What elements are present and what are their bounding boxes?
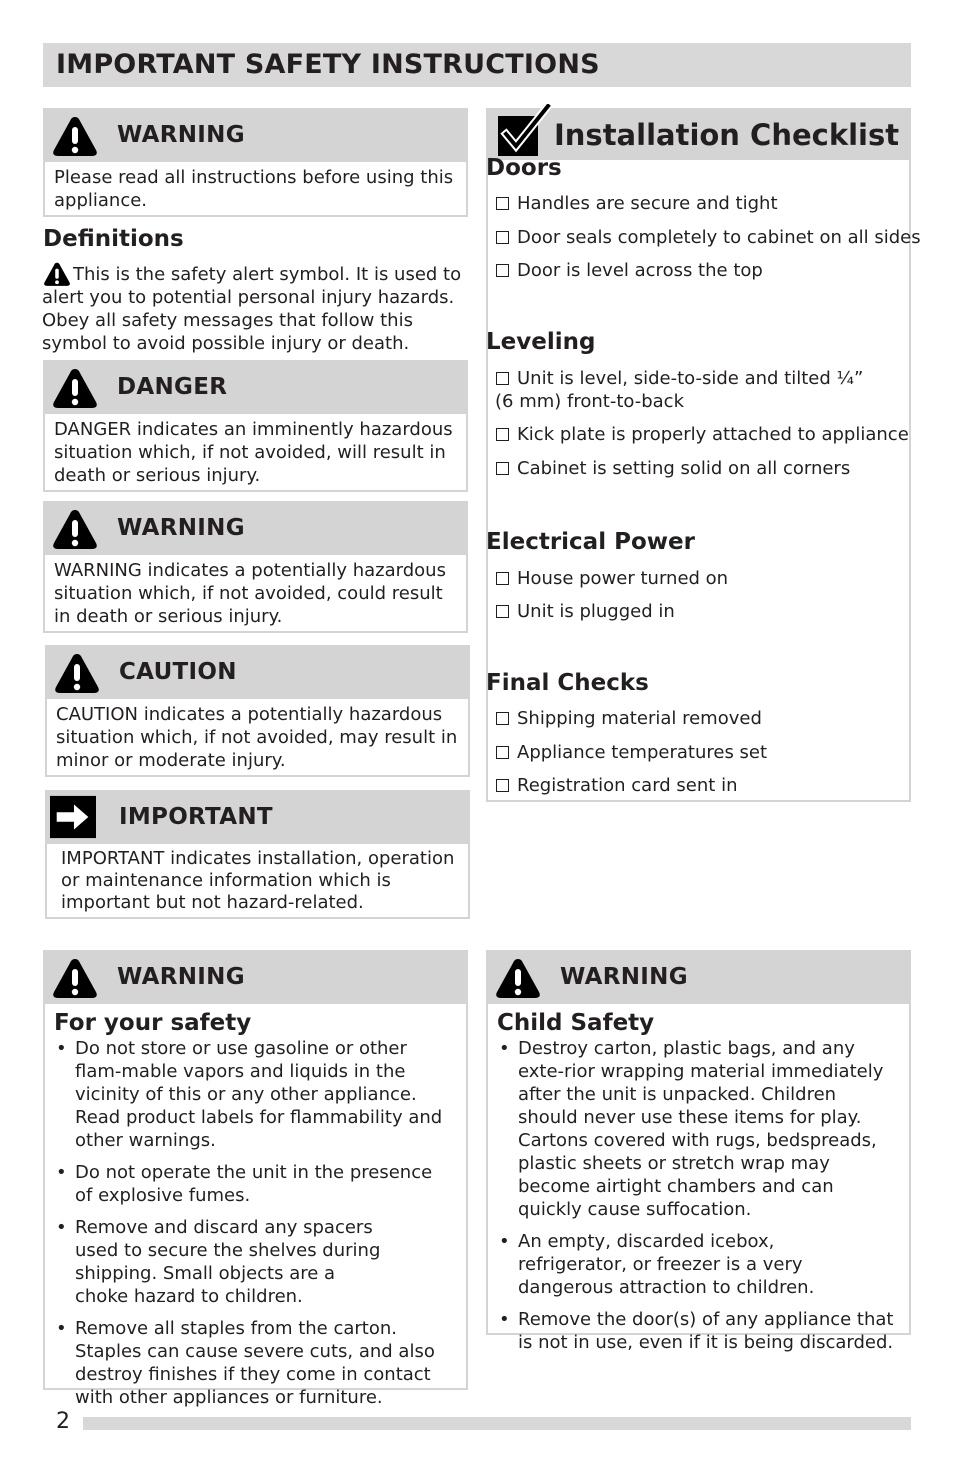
danger-label: DANGER (117, 374, 228, 400)
definitions-heading: Definitions (43, 226, 184, 252)
list-item (497, 1037, 899, 1221)
child-safety-body (488, 1004, 909, 1354)
warning-read-header (45, 110, 466, 162)
checklist-item-label: Handles are secure and tight (517, 193, 778, 214)
caution-header (47, 647, 468, 699)
child-safety-label: WARNING (560, 964, 688, 990)
child-safety-heading: Child Safety (497, 1010, 655, 1036)
important-label: IMPORTANT (119, 804, 273, 830)
bullet: • (499, 1038, 510, 1059)
checkmark-box-icon (496, 104, 552, 160)
checklist-item[interactable] (496, 600, 675, 623)
your-safety-label: WARNING (117, 964, 245, 990)
checkbox[interactable] (496, 372, 509, 385)
caution-label: CAUTION (119, 659, 237, 685)
warning-read-label: WARNING (117, 122, 245, 148)
bullet: • (499, 1231, 510, 1252)
list-item-text: Do not store or use gasoline or other flam-mable vapors and liquids in the vicinity of this or any other appliance. Read product labels for flammability and other warnings. (75, 1038, 443, 1151)
checkbox[interactable] (496, 779, 509, 792)
bullet: • (56, 1038, 67, 1059)
checklist-item[interactable] (496, 774, 737, 797)
warning-definition-box (43, 501, 468, 633)
page-header (43, 43, 911, 87)
your-safety-box (43, 950, 468, 1408)
electrical-heading: Electrical Power (486, 529, 695, 555)
danger-header (45, 362, 466, 414)
bullet: • (499, 1309, 510, 1330)
caution-text: CAUTION indicates a potentially hazardous situation which, if not avoided, may result in minor or moderate injury. (56, 704, 458, 771)
list-item-text: Remove the door(s) of any appliance that is not in use, even if it is being discarded. (518, 1309, 894, 1353)
leveling-heading: Leveling (486, 329, 596, 355)
checklist-item-label: Registration card sent in (517, 775, 738, 796)
checklist-item[interactable] (496, 259, 763, 282)
checkbox[interactable] (496, 264, 509, 277)
list-item (54, 1037, 456, 1152)
page-number: 2 (56, 1409, 70, 1434)
definitions-text (42, 263, 462, 355)
your-safety-heading: For your safety (54, 1010, 252, 1036)
bullet: • (56, 1318, 67, 1339)
your-safety-body (45, 1004, 466, 1409)
warning-triangle-icon (51, 956, 99, 1000)
important-header (47, 792, 468, 844)
list-item (54, 1161, 456, 1207)
list-item-text: Do not operate the unit in the presence of explosive fumes. (75, 1162, 433, 1206)
warning-triangle-icon (494, 956, 542, 1000)
danger-box (43, 360, 468, 492)
checklist-item[interactable] (496, 423, 909, 446)
checklist-item-label: Door seals completely to cabinet on all sides (517, 227, 921, 248)
checklist-item[interactable] (496, 741, 767, 764)
page-title: IMPORTANT SAFETY INSTRUCTIONS (56, 49, 600, 80)
checklist-item-label: Cabinet is setting solid on all corners (517, 458, 851, 479)
list-item-text: Remove and discard any spacers used to secure the shelves during shipping. Small objects are a choke hazard to children. (75, 1217, 381, 1307)
caution-box (45, 645, 470, 777)
important-box (45, 790, 470, 919)
checklist-item[interactable] (496, 457, 850, 480)
warning-definition-header (45, 503, 466, 555)
important-text: IMPORTANT indicates installation, operation or maintenance information which is important but not hazard-related. (61, 848, 455, 913)
list-item (54, 1216, 456, 1308)
bullet: • (56, 1162, 67, 1183)
checkbox[interactable] (496, 572, 509, 585)
definitions-body: This is the safety alert symbol. It is used to alert you to potential personal injury hazards. Obey all safety messages that follow this symbol to avoid possible injury or death. (42, 264, 462, 354)
checkbox[interactable] (496, 231, 509, 244)
checklist-item-continuation: (6 mm) front-to-back (495, 391, 684, 412)
final-checks-heading: Final Checks (486, 670, 649, 696)
checklist-item-label: Unit is plugged in (517, 601, 675, 622)
checklist-item-label: Appliance temperatures set (517, 742, 768, 763)
child-safety-list (497, 1037, 899, 1354)
checklist-item[interactable] (496, 367, 863, 390)
doors-heading: Doors (486, 155, 562, 181)
caution-triangle-icon (53, 651, 101, 695)
checkbox[interactable] (496, 712, 509, 725)
warning-read-text: Please read all instructions before using this appliance. (54, 167, 454, 211)
list-item-text: Destroy carton, plastic bags, and any exte-rior wrapping material immediately after the unit is unpacked. Children should never use these items for play. Cartons covered with rugs, bedspreads, plastic sheets or stretch wrap may become airtight chambers and can quickly cause suffocation. (518, 1038, 884, 1220)
warning-definition-label: WARNING (117, 515, 245, 541)
checkbox[interactable] (496, 605, 509, 618)
danger-text: DANGER indicates an imminently hazardous situation which, if not avoided, will result in death or serious injury. (54, 419, 453, 486)
checklist-item-label: House power turned on (517, 568, 729, 589)
list-item (54, 1317, 456, 1409)
checkbox[interactable] (496, 462, 509, 475)
checklist-item-label: Unit is level, side-to-side and tilted ¼” (517, 368, 864, 389)
checklist-item-label: Kick plate is properly attached to appliance (517, 424, 909, 445)
checklist-item-label: Shipping material removed (517, 708, 762, 729)
warning-triangle-icon (51, 507, 99, 551)
warning-read-box (43, 108, 468, 217)
list-item-text: An empty, discarded icebox, refrigerator, or freezer is a very dangerous attraction to children. (518, 1231, 815, 1298)
your-safety-list (54, 1037, 456, 1409)
list-item-text: Remove all staples from the carton. Staples can cause severe cuts, and also destroy finishes if they come in contact with other appliances or furniture. (75, 1318, 435, 1408)
checklist-header (488, 110, 909, 160)
arrow-right-icon (50, 795, 96, 839)
your-safety-header (45, 952, 466, 1004)
bullet: • (56, 1217, 67, 1238)
danger-triangle-icon (51, 366, 99, 410)
list-item (497, 1308, 899, 1354)
warning-triangle-icon (51, 114, 99, 158)
checklist-item[interactable] (496, 226, 921, 249)
list-item (497, 1230, 899, 1299)
checkbox[interactable] (496, 428, 509, 441)
installation-checklist (486, 108, 921, 802)
checkbox[interactable] (496, 197, 509, 210)
checklist-item[interactable] (496, 567, 728, 590)
checklist-item-label: Door is level across the top (517, 260, 763, 281)
checklist-item[interactable] (496, 707, 762, 730)
warning-definition-text: WARNING indicates a potentially hazardous situation which, if not avoided, could result in death or serious injury. (54, 560, 446, 627)
child-safety-box (486, 950, 911, 1353)
checkbox[interactable] (496, 746, 509, 759)
footer-bar (83, 1417, 911, 1430)
child-safety-header (488, 952, 909, 1004)
checklist-title: Installation Checklist (554, 118, 900, 152)
checklist-item[interactable] (496, 192, 778, 215)
